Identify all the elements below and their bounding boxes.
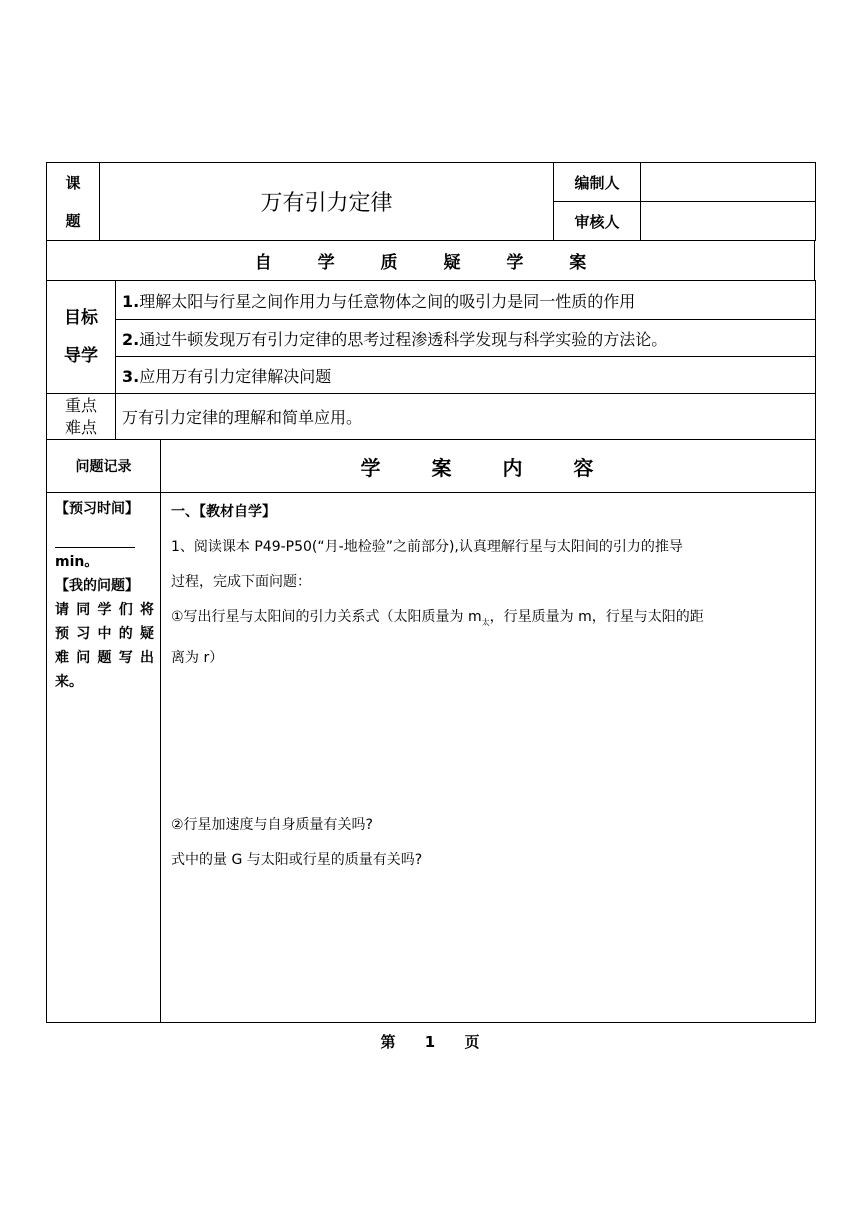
worksheet bbox=[46, 162, 815, 1023]
preview-time-label: 【预习时间】 bbox=[55, 501, 139, 517]
editor-field[interactable] bbox=[641, 163, 816, 202]
goals-label-line1: 目标 bbox=[64, 308, 98, 328]
topic-label bbox=[47, 163, 100, 241]
answer-space[interactable] bbox=[171, 678, 807, 810]
goal-item bbox=[116, 281, 816, 320]
key-points-label-line1: 重点 bbox=[64, 395, 97, 415]
banner-table bbox=[46, 240, 815, 281]
goals-table bbox=[46, 280, 816, 440]
goal-text: 应用万有引力定律解决问题 bbox=[139, 366, 332, 386]
question-2-text-b: ，行星质量为 m，行星与太阳的距 bbox=[489, 609, 704, 625]
editor-label: 编制人 bbox=[554, 163, 641, 202]
lesson-title: 万有引力定律 bbox=[100, 163, 554, 241]
goal-number: 2. bbox=[122, 329, 140, 349]
page-suffix: 页 bbox=[464, 1033, 480, 1051]
goal-text: 通过牛顿发现万有引力定律的思考过程渗透科学发现与科学实验的方法论。 bbox=[139, 329, 668, 349]
question-1-line1: 1、阅读课本 P49-P50(“月-地检验”之前部分),认真理解行星与太阳间的引力的推导 bbox=[171, 539, 683, 555]
question-record-header: 问题记录 bbox=[47, 440, 161, 493]
goal-text: 理解太阳与行星之间作用力与任意物体之间的吸引力是同一性质的作用 bbox=[139, 291, 636, 311]
topic-label-line2: 题 bbox=[65, 211, 81, 230]
reviewer-label: 审核人 bbox=[554, 202, 641, 241]
instruction-line: 请同学们将 bbox=[55, 602, 154, 618]
question-2-line1 bbox=[171, 602, 807, 638]
instruction-line: 预习中的疑 bbox=[55, 626, 154, 642]
page-prefix: 第 bbox=[380, 1033, 396, 1051]
study-content-area bbox=[161, 493, 816, 1023]
question-4: 式中的量 G 与太阳或行星的质量有关吗? bbox=[171, 851, 423, 868]
key-points-label bbox=[47, 394, 116, 440]
section-banner: 自 学 质 疑 学 案 bbox=[47, 241, 815, 281]
goal-item bbox=[116, 357, 816, 394]
goal-number: 3. bbox=[122, 366, 140, 386]
key-points-label-line2: 难点 bbox=[64, 417, 97, 437]
goal-number: 1. bbox=[122, 291, 140, 311]
question-record-column bbox=[47, 493, 161, 1023]
content-table bbox=[46, 439, 816, 1023]
question-1-line2: 过程，完成下面问题： bbox=[171, 574, 311, 590]
goals-label bbox=[47, 281, 116, 394]
minutes-unit: min。 bbox=[55, 554, 99, 570]
question-2-line2: 离为 r） bbox=[171, 649, 224, 666]
question-2-text-a: ①写出行星与太阳间的引力关系式（太阳质量为 m bbox=[171, 609, 482, 625]
topic-label-line1: 课 bbox=[65, 173, 81, 192]
key-points-text: 万有引力定律的理解和简单应用。 bbox=[116, 394, 816, 440]
instruction-line: 来。 bbox=[55, 674, 83, 690]
study-content-header: 学 案 内 容 bbox=[161, 440, 816, 493]
page-number: 1 bbox=[424, 1033, 436, 1051]
my-question-label: 【我的问题】 bbox=[55, 578, 139, 594]
instruction-line: 难问题写出 bbox=[55, 650, 154, 666]
question-3: ②行星加速度与自身质量有关吗? bbox=[171, 816, 373, 833]
page-footer bbox=[0, 1031, 860, 1052]
preview-time-blank[interactable] bbox=[55, 521, 135, 548]
section-heading: 一、【教材自学】 bbox=[171, 504, 276, 520]
goal-item bbox=[116, 320, 816, 357]
reviewer-field[interactable] bbox=[641, 202, 816, 241]
sun-subscript: 太 bbox=[481, 617, 490, 627]
header-table bbox=[46, 162, 816, 241]
goals-label-line2: 导学 bbox=[64, 346, 98, 366]
